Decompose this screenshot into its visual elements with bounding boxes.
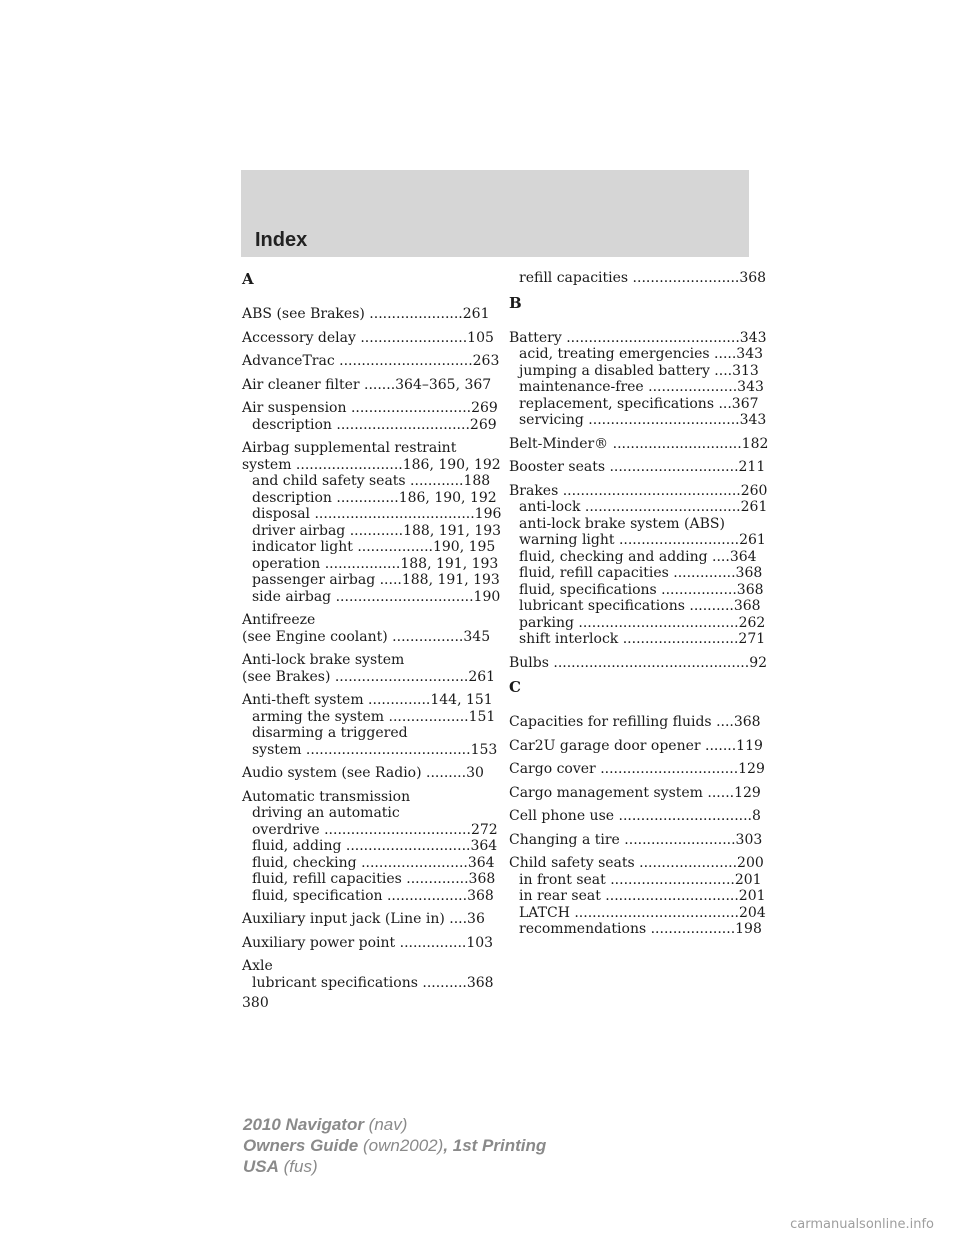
index-entry: [509, 329, 767, 429]
index-entry: [509, 482, 768, 648]
index-subentry-line: and child safety seats ............188: [252, 473, 491, 489]
section-letter: A: [242, 270, 254, 288]
index-subentry-line: fluid, checking and adding ....364: [519, 548, 757, 565]
index-subentry-line: side airbag ...............................190: [252, 588, 501, 605]
index-subentry-line: operation .................188, 191, 193: [252, 555, 499, 572]
index-subentry-line: overdrive .................................272: [252, 821, 498, 838]
index-entry-line: Booster seats .............................211: [509, 459, 766, 475]
index-subentry-line: description ..............................269: [252, 416, 497, 433]
index-entry-line: Capacities for refilling fluids ....368: [509, 714, 761, 730]
index-entry-line: Bulbs ............................................92: [509, 654, 768, 671]
index-entry-line: Auxiliary input jack (Line in) ....36: [242, 911, 485, 927]
index-entry-line: Brakes ........................................260: [509, 482, 768, 499]
index-entry: [242, 329, 494, 347]
index-subentry-line: servicing ..................................343: [519, 412, 767, 428]
index-entry-line: Airbag supplemental restraint: [242, 440, 457, 456]
index-entry-line: Anti-lock brake system: [242, 652, 405, 668]
index-entry-line: Audio system (see Radio) .........30: [242, 765, 484, 781]
index-subentry-line: jumping a disabled battery ....313: [519, 362, 759, 379]
index-subentry-line: maintenance-free ....................343: [519, 379, 764, 395]
index-subentry-line: parking ....................................262: [519, 614, 766, 631]
index-subentry-line: driving an automatic: [252, 805, 400, 821]
index-entry: [509, 855, 766, 938]
footer-line-region: USA (fus): [243, 1157, 318, 1176]
index-entry: [509, 459, 766, 476]
index-subentry-line: indicator light .................190, 195: [252, 539, 496, 555]
index-subentry-line: lubricant specifications ..........368: [252, 974, 494, 991]
footer-line-guide: Owners Guide (own2002), 1st Printing: [243, 1136, 547, 1155]
index-entry-line: Cargo management system ......129: [509, 784, 761, 801]
section-letter: B: [509, 293, 522, 312]
index-entry-line: Air suspension ...........................269: [242, 400, 498, 416]
index-entry: [242, 765, 484, 782]
index-subentry-line: disposal ....................................196: [252, 506, 502, 522]
index-entry: [509, 435, 769, 453]
index-entry: [242, 376, 492, 394]
index-subentry-line: fluid, refill capacities ..............368: [519, 565, 763, 581]
index-entry: [242, 911, 485, 928]
index-subentry-line: acid, treating emergencies .....343: [519, 346, 764, 362]
index-entry: [242, 440, 502, 605]
index-column-right: [509, 270, 769, 945]
section-letter: C: [509, 678, 521, 696]
index-entry-line: Belt-Minder® .............................182: [509, 435, 769, 452]
index-subentry-line: system .....................................153: [252, 741, 498, 758]
index-entry: [509, 784, 761, 802]
index-entry: [242, 934, 494, 952]
index-entry-line: Car2U garage door opener .......119: [509, 737, 763, 754]
index-subentry-line: anti-lock brake system (ABS): [519, 515, 725, 532]
index-entry-line: Antifreeze: [242, 612, 316, 628]
index-entry-line: Auxiliary power point ...............103: [242, 934, 494, 951]
index-subentry-line: replacement, specifications ...367: [519, 395, 759, 412]
index-subentry-line: fluid, refill capacities ..............368: [252, 871, 496, 887]
index-entry: [509, 654, 768, 672]
index-entry-line: Changing a tire .........................303: [509, 831, 763, 848]
index-entry: [242, 652, 496, 685]
index-subentry-line: description ..............186, 190, 192: [252, 489, 497, 506]
index-subentry-line: disarming a triggered: [252, 725, 408, 741]
index-column-left: [242, 270, 502, 1011]
header-bar: [241, 170, 749, 257]
index-entry-line: Battery .......................................343: [509, 329, 767, 346]
index-entry: [242, 353, 500, 370]
index-entry: [509, 714, 761, 731]
index-entry: [242, 788, 498, 905]
index-entry: [242, 692, 498, 758]
index-subentry-line: driver airbag ............188, 191, 193: [252, 522, 502, 539]
index-entry-line: AdvanceTrac ..............................263: [242, 353, 500, 369]
index-entry: [509, 808, 761, 825]
index-entry-line: Air cleaner filter .......364–365, 367: [242, 376, 492, 393]
index-entry-line: (see Brakes) ..............................261: [242, 668, 496, 685]
index-subentry-line: fluid, specifications .................368: [519, 581, 764, 598]
index-entry-line: Automatic transmission: [242, 788, 411, 805]
index-entry-line: Cargo cover ...............................129: [509, 761, 765, 777]
index-subentry-line: lubricant specifications ..........368: [519, 598, 761, 614]
index-subentry-line: fluid, adding ............................364: [252, 838, 498, 854]
index-subentry-line: arming the system ..................151: [252, 708, 496, 725]
index-entry-line: (see Engine coolant) ................345: [242, 628, 491, 645]
index-entry-line: Child safety seats ......................200: [509, 855, 764, 871]
index-subentry-line: in rear seat ..............................201: [519, 888, 766, 904]
footer-line-model: 2010 Navigator (nav): [243, 1115, 408, 1134]
index-subentry-line: in front seat ............................201: [519, 871, 762, 888]
index-subentry-line: warning light ...........................261: [519, 532, 766, 548]
print-footer: [243, 1114, 546, 1177]
index-entry: [242, 306, 490, 323]
index-subentry-line: fluid, specification ..................368: [252, 887, 494, 904]
index-entry-line: Cell phone use ..............................8: [509, 808, 761, 824]
index-entry-line: Anti-theft system ..............144, 151: [242, 692, 493, 708]
index-subentry-line: shift interlock ..........................271: [519, 631, 766, 647]
page-number: 380: [242, 995, 269, 1011]
watermark: carmanualsonline.info: [790, 1217, 934, 1232]
index-entry: [242, 958, 494, 991]
index-entry-line: Axle: [242, 958, 273, 974]
index-subentry-line: refill capacities ........................368: [519, 270, 767, 286]
index-entry: [509, 270, 767, 287]
index-entry-line: system ........................186, 190, 192: [242, 456, 501, 473]
page-title: Index: [255, 229, 308, 251]
index-subentry-line: anti-lock ...................................261: [519, 499, 768, 515]
index-entry: [242, 400, 498, 433]
index-entry: [509, 831, 763, 849]
index-entry: [509, 737, 763, 755]
index-subentry-line: LATCH .....................................204: [519, 904, 766, 921]
index-entry-line: ABS (see Brakes) .....................261: [242, 306, 490, 322]
index-subentry-line: fluid, checking ........................364: [252, 854, 495, 871]
index-subentry-line: passenger airbag .....188, 191, 193: [252, 572, 500, 588]
index-entry: [242, 612, 491, 645]
index-entry-line: Accessory delay ........................105: [242, 329, 494, 346]
index-entry: [509, 761, 765, 778]
index-subentry-line: recommendations ...................198: [519, 921, 762, 937]
